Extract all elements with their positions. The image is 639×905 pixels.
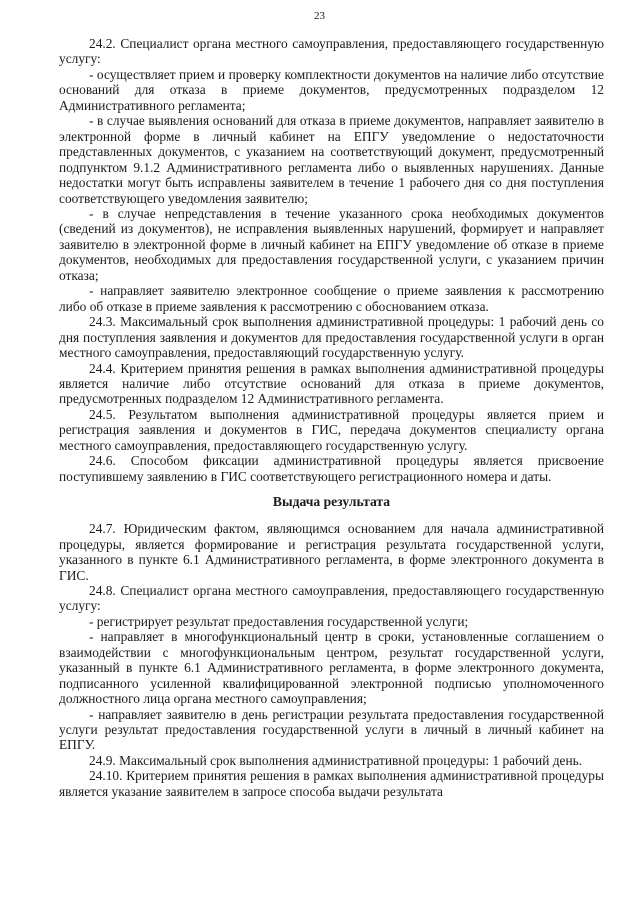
paragraph-24-4: 24.4. Критерием принятия решения в рамках выполнения административной процедуры является наличие либо отсутствие оснований для отказа в приеме документов, предусмотренных подразделом 12 Административного регламента. bbox=[59, 360, 604, 407]
paragraph-24-5: 24.5. Результатом выполнения административной процедуры является прием и регистрация заявления и документов в ГИС, передача документов специалисту органа местного самоуправления, предоставляющего государственную услугу. bbox=[59, 406, 604, 453]
page-number: 23 bbox=[314, 10, 325, 22]
paragraph-24-9: 24.9. Максимальный срок выполнения административной процедуры: 1 рабочий день. bbox=[89, 752, 583, 768]
list-item-send-to-mfc: - направляет в многофункциональный центр в сроки, установленные соглашением о взаимодействии с многофункциональным центром, результат государственной услуги, указанный в пункте 6.1 Административного регламента, в форме электронного документа, подписанного усиленной квалифицированной электронной подписью уполномоченного должностного лица органа местного самоуправления; bbox=[59, 629, 604, 707]
list-item-refusal-notice: - в случае непредставления в течение указанного срока необходимых документов (сведений из документов), не исправления выявленных нарушений, формирует и направляет заявителю в электронной форме в личный кабинет на ЕПГУ уведомление об отказе в приеме документов, необходимых для предоставления государственной услуги, с указанием причин отказа; bbox=[59, 205, 604, 283]
document-body bbox=[59, 36, 604, 799]
list-item-notify-insufficiency: - в случае выявления оснований для отказа в приеме документов, направляет заявителю в электронной форме в личный кабинет на ЕПГУ уведомление о недостаточности представленных документов, с указанием на соответствующий документ, предусмотренный подпунктом 9.1.2 Административного регламента либо о выявленных нарушениях. Данные недостатки могут быть исправлены заявителем в течение 1 рабочего дня со дня поступления соответствующего уведомления заявителю; bbox=[59, 113, 604, 206]
paragraph-24-7: 24.7. Юридическим фактом, являющимся основанием для начала административной процедуры, является формирование и регистрация результата государственной услуги, указанного в пункте 6.1 Административного регламента, в форме электронного документа в ГИС. bbox=[59, 521, 604, 583]
paragraph-24-6: 24.6. Способом фиксации административной процедуры является присвоение поступившему заявлению в ГИС соответствующего регистрационного номера и даты. bbox=[59, 453, 604, 484]
paragraph-24-3: 24.3. Максимальный срок выполнения административной процедуры: 1 рабочий день со дня поступления заявления и документов для предоставления государственной услуги в орган местного самоуправления, предоставляющий государственную услугу. bbox=[59, 314, 604, 361]
paragraph-24-2: 24.2. Специалист органа местного самоуправления, предоставляющего государственную услугу: bbox=[59, 36, 604, 67]
list-item-send-to-applicant: - направляет заявителю в день регистрации результата предоставления государственной услуги результат предоставления государственной услуги в личный в личный кабинет на ЕПГУ. bbox=[59, 706, 604, 753]
section-heading: Выдача результата bbox=[272, 494, 391, 510]
paragraph-24-10: 24.10. Критерием принятия решения в рамках выполнения административной процедуры является указание заявителем в запросе способа выдачи результата bbox=[59, 768, 604, 799]
paragraph-24-8: 24.8. Специалист органа местного самоуправления, предоставляющего государственную услугу: bbox=[59, 582, 604, 614]
list-item-check-documents: - осуществляет прием и проверку комплектности документов на наличие либо отсутствие оснований для отказа в приеме документов, предусмотренных подразделом 12 Административного регламента; bbox=[59, 66, 604, 113]
list-item-acceptance-message: - направляет заявителю электронное сообщение о приеме заявления к рассмотрению либо об отказе в приеме заявления к рассмотрению с обоснованием отказа. bbox=[59, 283, 604, 314]
list-item-register-result: - регистрирует результат предоставления государственной услуги; bbox=[89, 613, 469, 629]
